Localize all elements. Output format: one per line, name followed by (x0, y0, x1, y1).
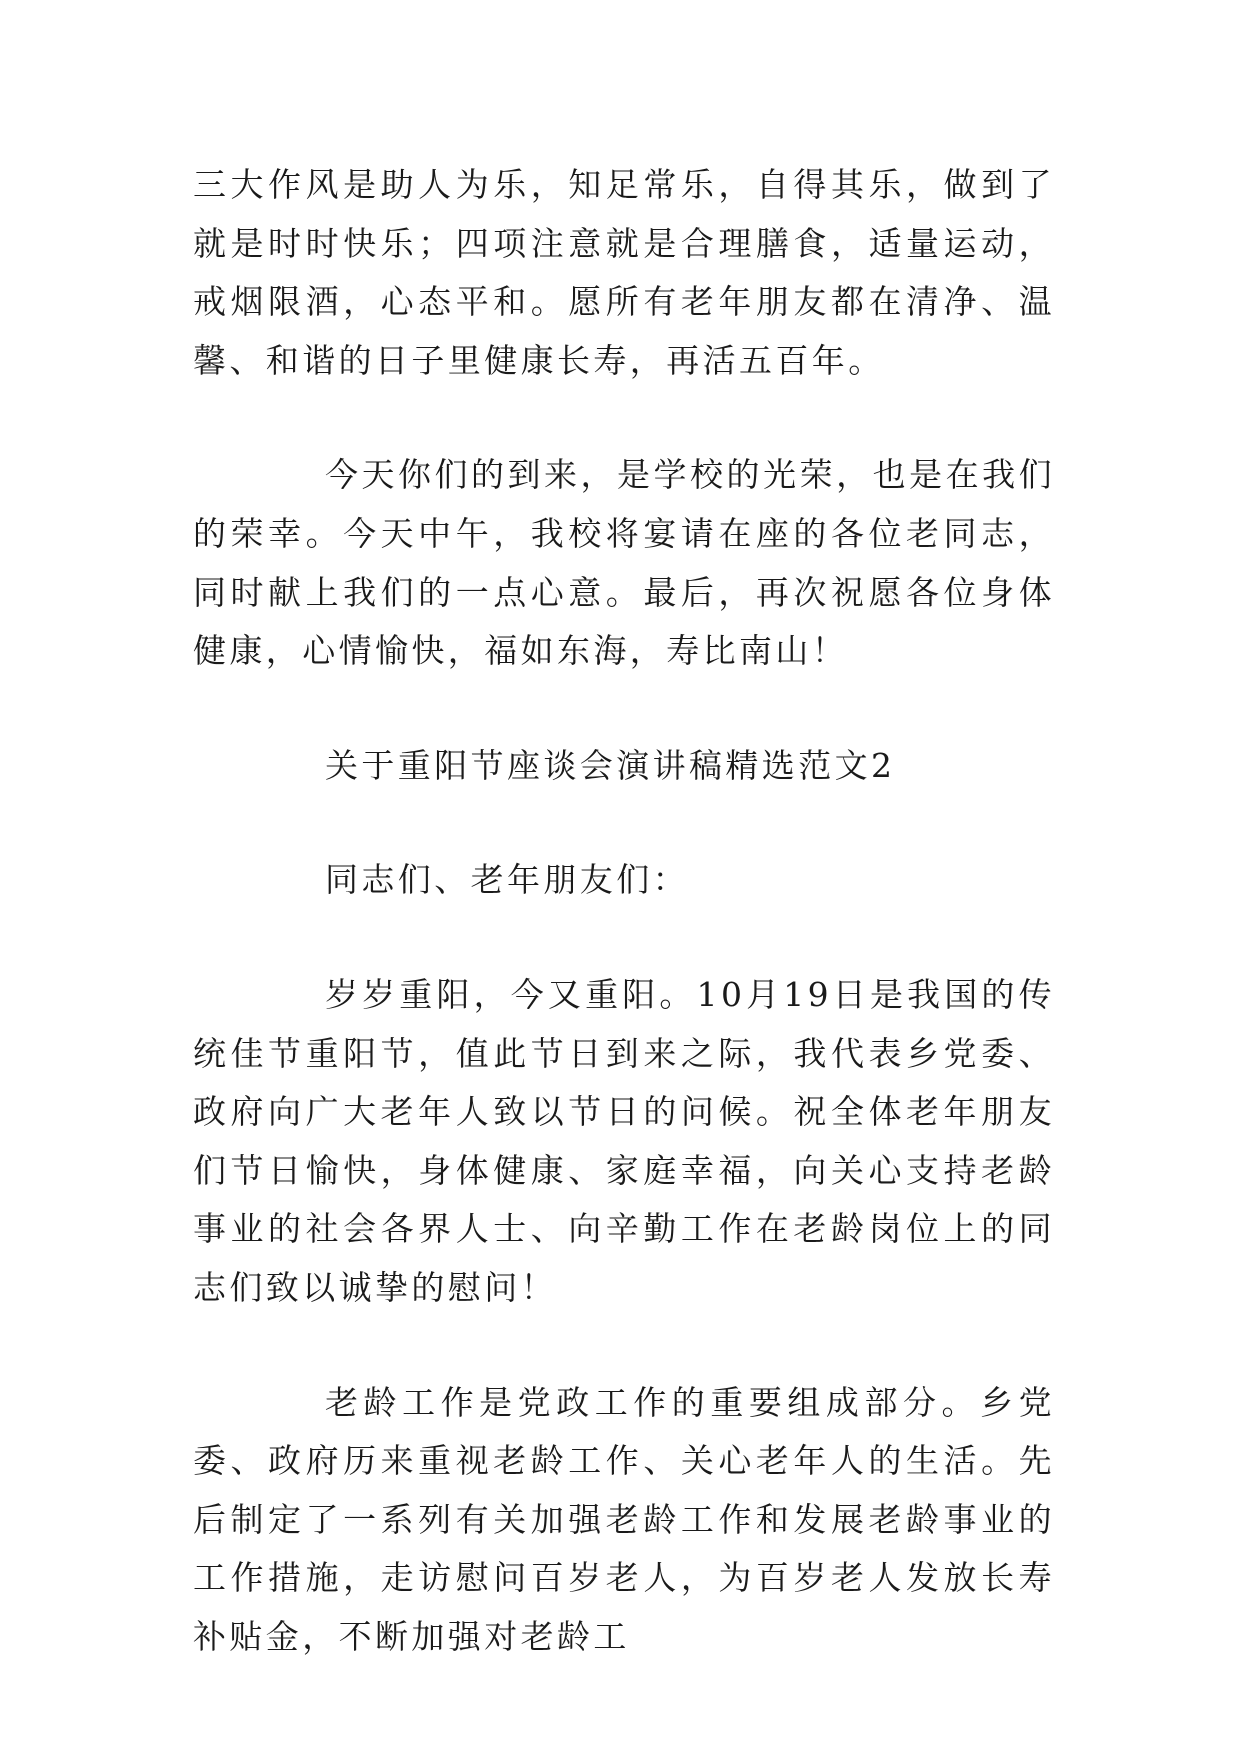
section-heading: 关于重阳节座谈会演讲稿精选范文2 (325, 745, 896, 785)
paragraph-elderly-work: 老龄工作是党政工作的重要组成部分。乡党委、政府历来重视老龄工作、关心老年人的生活。先后制定了一系列有关加强老龄工作和发展老龄事业的工作措施，走访慰问百岁老人，为百岁老人发放长寿补贴金，不断加强对老龄工 (193, 1382, 1055, 1656)
salutation: 同志们、老年朋友们： (325, 860, 689, 900)
paragraph-welcome-thanks: 今天你们的到来，是学校的光荣，也是在我们的荣幸。今天中午，我校将宴请在座的各位老同志，同时献上我们的一点心意。最后，再次祝愿各位身体健康，心情愉快，福如东海，寿比南山！ (193, 455, 1055, 671)
paragraph-closing-wishes: 三大作风是助人为乐，知足常乐，自得其乐，做到了就是时时快乐；四项注意就是合理膳食，适量运动，戒烟限酒，心态平和。愿所有老年朋友都在清净、温馨、和谐的日子里健康长寿，再活五百年。 (193, 165, 1055, 380)
document-body (193, 156, 1055, 1666)
paragraph-festival-greeting: 岁岁重阳，今又重阳。10月19日是我国的传统佳节重阳节，值此节日到来之际，我代表乡党委、政府向广大老年人致以节日的问候。祝全体老年朋友们节日愉快，身体健康、家庭幸福，向关心支持老龄事业的社会各界人士、向辛勤工作在老龄岗位上的同志们致以诚挚的慰问！ (193, 974, 1055, 1307)
